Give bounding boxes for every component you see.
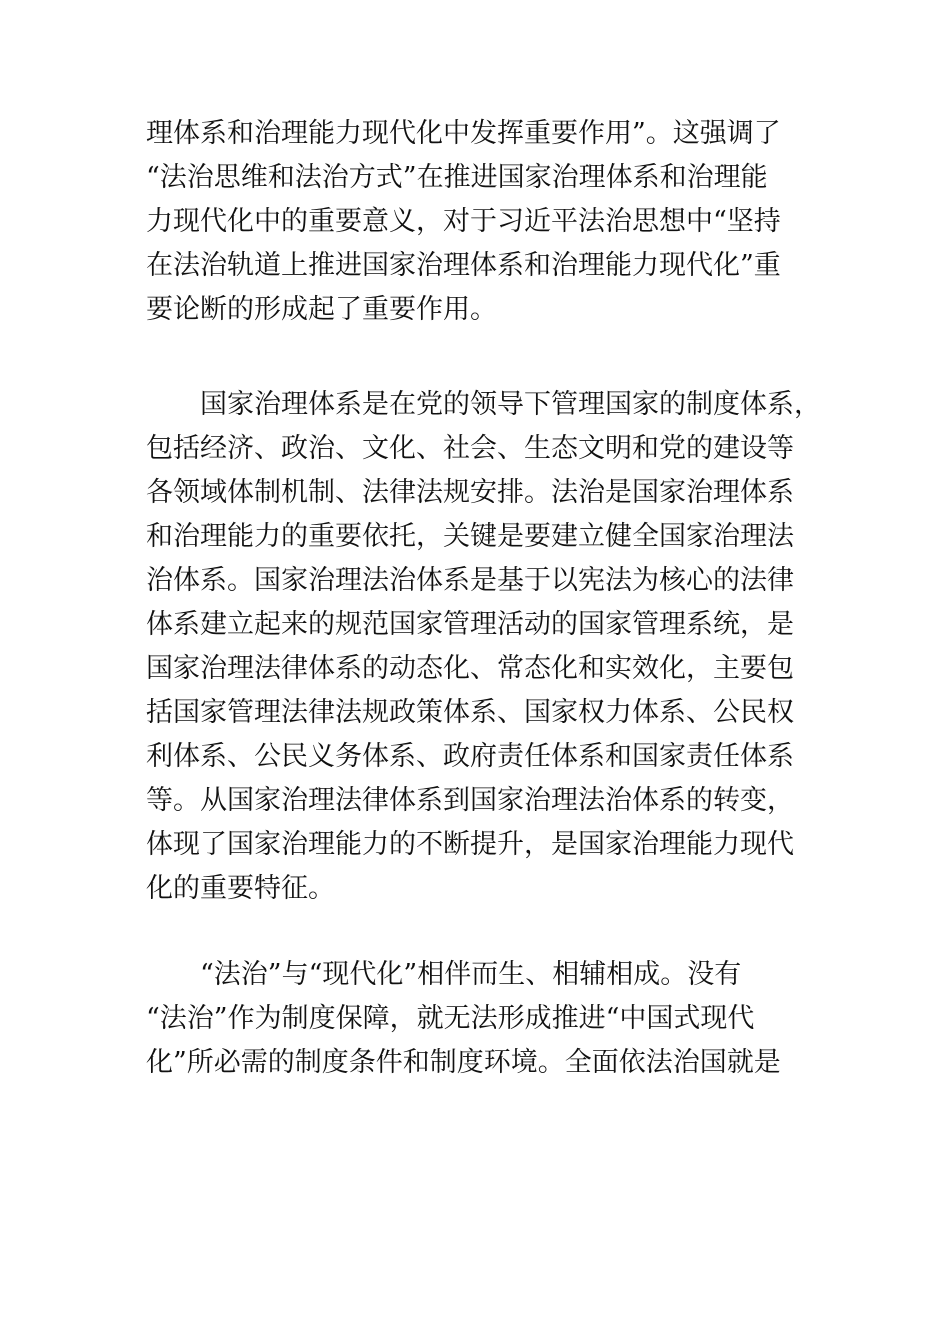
text-line: 国家治理体系是在党的领导下管理国家的制度体系， xyxy=(146,389,821,420)
text-line: 括国家管理法律法规政策体系、国家权力体系、公民权 xyxy=(146,697,794,728)
text-line: 在法治轨道上推进国家治理体系和治理能力现代化”重 xyxy=(146,250,781,281)
text-line: 利体系、公民义务体系、政府责任体系和国家责任体系 xyxy=(146,741,794,772)
text-line: 体系建立起来的规范国家管理活动的国家管理系统，是 xyxy=(146,609,794,640)
text-line: 化”所必需的制度条件和制度环境。全面依法治国就是 xyxy=(146,1047,781,1078)
text-line: 国家治理法律体系的动态化、常态化和实效化，主要包 xyxy=(146,653,794,684)
text-line: 理体系和治理能力现代化中发挥重要作用”。这强调了 xyxy=(146,118,781,149)
text-line: 包括经济、政治、文化、社会、生态文明和党的建设等 xyxy=(146,433,794,464)
text-line: 体现了国家治理能力的不断提升，是国家治理能力现代 xyxy=(146,829,794,860)
text-line: “法治思维和法治方式”在推进国家治理体系和治理能 xyxy=(146,162,768,193)
text-line: 等。从国家治理法律体系到国家治理法治体系的转变， xyxy=(146,785,794,816)
text-line: “法治”作为制度保障，就无法形成推进“中国式现代 xyxy=(146,1003,755,1034)
paragraph-1 xyxy=(146,112,826,332)
text-line: 和治理能力的重要依托，关键是要建立健全国家治理法 xyxy=(146,521,794,552)
text-line: 要论断的形成起了重要作用。 xyxy=(146,294,497,325)
text-line: “法治”与“现代化”相伴而生、相辅相成。没有 xyxy=(146,959,742,990)
text-line: 各领域体制机制、法律法规安排。法治是国家治理体系 xyxy=(146,477,794,508)
text-line: 治体系。国家治理法治体系是基于以宪法为核心的法律 xyxy=(146,565,794,596)
text-line: 力现代化中的重要意义，对于习近平法治思想中“坚持 xyxy=(146,206,781,237)
text-line: 化的重要特征。 xyxy=(146,873,335,904)
paragraph-3 xyxy=(146,953,826,1085)
paragraph-2 xyxy=(146,383,826,911)
